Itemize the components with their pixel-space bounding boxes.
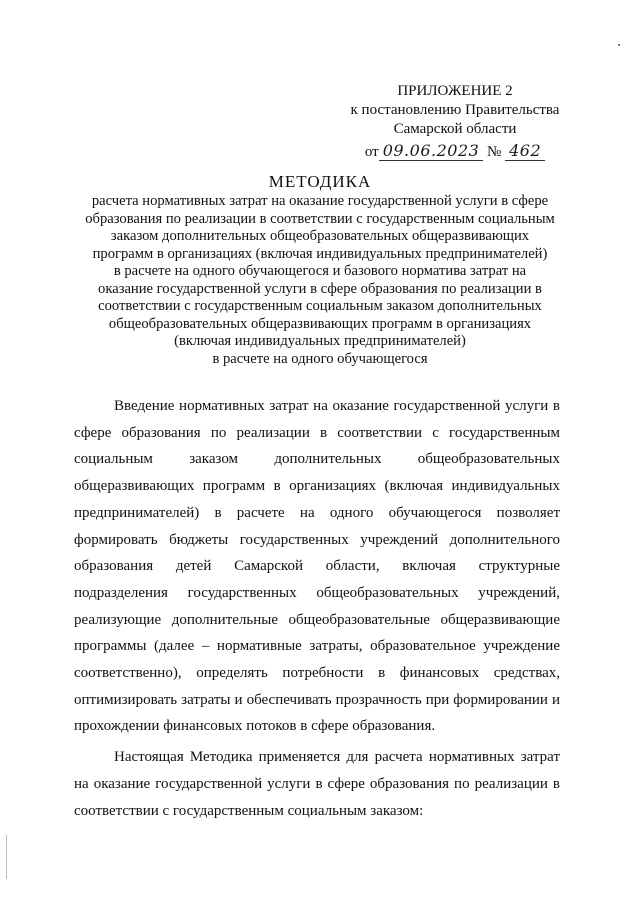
appendix-header: [330, 82, 580, 162]
appendix-reference: к постановлению Правительства: [350, 102, 560, 118]
appendix-region: Самарской области: [393, 121, 517, 137]
subtitle-line: соответствии с государственным социальным заказом дополнительных: [98, 298, 542, 314]
subtitle-line: оказание государственной услуги в сфере образования по реализации в: [98, 280, 542, 297]
subtitle-line: в расчете на одного обучающегося: [212, 350, 428, 367]
body-paragraph: Введение нормативных затрат на оказание государственной услуги в сфере образования по реализации в соответствии с государственным социальным заказом дополнительных общеобразовательных общеразвивающих программ в организациях (включая индивидуальных предпринимателей) в расчете на одного обучающегося позволяет формировать бюджеты государственных учреждений дополнительного образования детей Самарской области, включая структурные подразделения государственных общеобразовательных учреждений, реализующие дополнительные общеобразовательные общеразвивающие программы (далее – нормативные затраты, образовательное учреждение соответственно), определять потребности в финансовых средствах, оптимизировать затраты и обеспечивать прозрачность при формировании и прохождении финансовых потоков в сфере образования.: [74, 398, 560, 735]
scan-edge-mark: [6, 835, 7, 879]
subtitle-line: программ в организациях (включая индивидуальных предпринимателей): [92, 245, 548, 262]
date-prefix: от: [364, 144, 379, 160]
appendix-title: ПРИЛОЖЕНИЕ 2: [397, 83, 513, 99]
subtitle-line: заказом дополнительных общеобразовательных общеразвивающих: [110, 228, 530, 244]
appendix-date-line: [330, 141, 580, 162]
subtitle-line: в расчете на одного обучающегося и базового норматива затрат на: [113, 263, 527, 279]
scan-speck: [618, 44, 620, 46]
subtitle-line: (включая индивидуальных предпринимателей): [174, 333, 466, 349]
document-title: МЕТОДИКА: [268, 172, 372, 191]
number-sign: №: [487, 144, 502, 160]
subtitle-line: образования по реализации в соответствии с государственным социальным: [85, 210, 555, 227]
document-body: [74, 393, 560, 824]
document-subtitle: [60, 193, 580, 368]
body-paragraph: Настоящая Методика применяется для расчета нормативных затрат на оказание государственной услуги в сфере образования по реализации в соответствии с государственным социальным заказом:: [74, 749, 560, 819]
handwritten-date: 09.06.2023: [379, 141, 484, 161]
subtitle-line: общеобразовательных общеразвивающих программ в организациях: [108, 315, 532, 332]
handwritten-number: 462: [505, 141, 545, 161]
subtitle-line: расчета нормативных затрат на оказание государственной услуги в сфере: [91, 193, 549, 209]
